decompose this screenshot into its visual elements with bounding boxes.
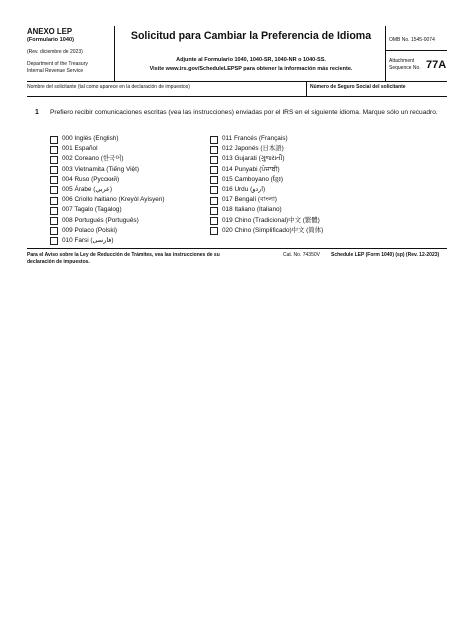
- department-block: [27, 61, 115, 74]
- attach-instruction: Adjunte al Formulario 1040, 1040-SR, 1040-NR o 1040-SS.: [176, 57, 326, 63]
- option-label: 012 Japonés (日本語): [222, 145, 284, 153]
- checkbox[interactable]: [210, 217, 218, 225]
- omb-number: OMB No. 1545-0074: [389, 37, 435, 43]
- option-label: 018 Italiano (Italiano): [222, 206, 282, 214]
- applicant-ssn-label: Número de Seguro Social del solicitante: [310, 84, 406, 90]
- option-label: 008 Portugués (Português): [62, 216, 139, 224]
- checkbox[interactable]: [210, 176, 218, 184]
- option-label: 010 Farsi (فارسی): [62, 236, 114, 244]
- checkbox[interactable]: [210, 197, 218, 205]
- attachment-label-line-2: Sequence No.: [389, 64, 421, 71]
- checkbox[interactable]: [50, 217, 58, 225]
- checkbox[interactable]: [50, 207, 58, 215]
- footer-top-rule: [27, 248, 447, 249]
- option-label: 011 Francés (Français): [222, 135, 288, 142]
- checkbox[interactable]: [50, 146, 58, 154]
- form-id: ANEXO LEP: [27, 27, 73, 36]
- option-label: 002 Coreano (한국어): [62, 155, 124, 163]
- header-divider-left: [114, 26, 115, 81]
- checkbox[interactable]: [50, 237, 58, 245]
- attachment-label-line-1: Attachment: [389, 58, 415, 64]
- department-line-2: Internal Revenue Service: [27, 67, 84, 74]
- sequence-number: 77A: [426, 59, 447, 71]
- option-label: 020 Chino (Simplificado)中文 (简体): [222, 226, 324, 234]
- checkbox[interactable]: [210, 207, 218, 215]
- option-label: 005 Árabe (عربي): [62, 185, 112, 193]
- option-label: 019 Chino (Tradicional)中文 (繁體): [222, 216, 320, 224]
- checkbox[interactable]: [210, 227, 218, 235]
- question-number: 1: [35, 109, 39, 116]
- header-divider-right: [385, 26, 386, 81]
- attachment-label: [389, 58, 421, 71]
- omb-divider: [386, 50, 447, 51]
- form-identifier-block: [27, 27, 115, 74]
- checkbox[interactable]: [50, 197, 58, 205]
- checkbox[interactable]: [210, 166, 218, 174]
- option-label: 016 Urdu (اردو): [222, 185, 266, 193]
- applicant-name-label: Nombre del solicitante (tal como aparece en la declaración de impuestos): [27, 84, 190, 90]
- question-text: Prefiero recibir comunicaciones escritas (vea las instrucciones) enviadas por el IRS en el siguiente idioma. Marque sólo un recuadro.: [50, 109, 438, 116]
- form-subtitle: (Formulario 1040): [27, 37, 74, 43]
- checkbox[interactable]: [50, 136, 58, 144]
- checkbox[interactable]: [210, 136, 218, 144]
- paperwork-notice: Para el Aviso sobre la Ley de Reducción de Trámites, vea las instrucciones de su declaración de impuestos.: [27, 252, 220, 265]
- option-label: 004 Ruso (Русский): [62, 175, 120, 183]
- name-ssn-divider: [306, 82, 307, 96]
- revision-date: (Rev. diciembre de 2023): [27, 49, 83, 55]
- option-label: 013 Gujarati (ગુજરાતી): [222, 155, 285, 163]
- checkbox[interactable]: [210, 186, 218, 194]
- visit-instruction: Visite www.irs.gov/ScheduleLEPSP para obtener la información más reciente.: [149, 66, 353, 72]
- checkbox[interactable]: [50, 186, 58, 194]
- checkbox[interactable]: [210, 156, 218, 164]
- catalog-number: Cat. No. 74350V: [283, 252, 320, 258]
- checkbox[interactable]: [50, 176, 58, 184]
- schedule-footer-id: Schedule LEP (Form 1040) (sp) (Rev. 12-2023): [331, 252, 440, 258]
- option-label: 014 Punyabi (ਪੰਜਾਬੀ): [222, 165, 280, 173]
- option-label: 001 Español: [62, 145, 98, 153]
- option-label: 017 Bengalí (বাংলা): [222, 196, 277, 204]
- option-label: 007 Tagalo (Tagalog): [62, 206, 122, 214]
- form-title: Solicitud para Cambiar la Preferencia de Idioma: [130, 30, 372, 42]
- option-label: 003 Vietnamita (Tiếng Việt): [62, 165, 139, 173]
- checkbox[interactable]: [50, 166, 58, 174]
- checkbox[interactable]: [210, 146, 218, 154]
- name-row-bottom-rule: [27, 96, 447, 97]
- header-bottom-rule: [27, 81, 447, 82]
- option-label: 000 Inglés (English): [62, 135, 119, 142]
- checkbox[interactable]: [50, 227, 58, 235]
- department-line-1: Department of the Treasury: [27, 61, 88, 67]
- checkbox[interactable]: [50, 156, 58, 164]
- option-label: 006 Criollo haitiano (Kreyòl Ayisyen): [62, 196, 165, 204]
- option-label: 015 Camboyano (ខ្មែរ): [222, 175, 284, 183]
- option-label: 009 Polaco (Polski): [62, 226, 118, 234]
